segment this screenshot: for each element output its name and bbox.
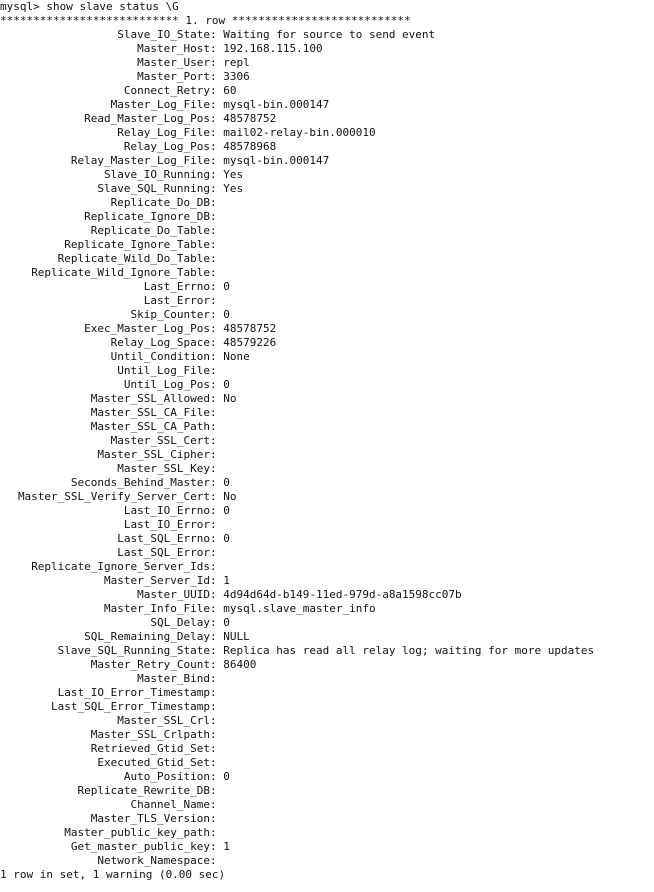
status-field-row [0, 182, 654, 196]
status-field-row [0, 728, 654, 742]
field-name: Master_TLS_Version [90, 812, 210, 825]
field-value: 0 [223, 308, 230, 321]
field-separator: : [210, 28, 224, 41]
field-name: Auto_Position [123, 770, 210, 783]
result-summary: 1 row in set, 1 warning (0.00 sec) [0, 868, 226, 881]
field-name: Master_SSL_Cipher [97, 448, 210, 461]
field-separator: : [210, 560, 224, 573]
field-separator: : [210, 826, 224, 839]
field-separator: : [210, 252, 224, 265]
field-separator: : [210, 574, 224, 587]
field-separator: : [210, 84, 224, 97]
field-name: SQL_Delay [150, 616, 210, 629]
status-field-row [0, 448, 654, 462]
field-separator: : [210, 238, 224, 251]
field-name: Skip_Counter [130, 308, 210, 321]
status-field-row [0, 602, 654, 616]
field-name: Master_SSL_CA_File [90, 406, 210, 419]
field-separator: : [210, 182, 224, 195]
status-field-row [0, 112, 654, 126]
field-separator: : [210, 70, 224, 83]
field-name: Until_Log_File [117, 364, 210, 377]
field-separator: : [210, 714, 224, 727]
status-field-row [0, 616, 654, 630]
field-name: Replicate_Do_Table [90, 224, 210, 237]
status-field-row [0, 224, 654, 238]
field-separator: : [210, 602, 224, 615]
field-separator: : [210, 700, 224, 713]
field-separator: : [210, 140, 224, 153]
status-field-row [0, 770, 654, 784]
field-separator: : [210, 280, 224, 293]
field-separator: : [210, 56, 224, 69]
field-value: 60 [223, 84, 237, 97]
status-field-row [0, 462, 654, 476]
field-value: Replica has read all relay log; waiting for more updates [223, 644, 595, 657]
field-name: Master_public_key_path [64, 826, 210, 839]
field-separator: : [210, 308, 224, 321]
field-name: Replicate_Ignore_Server_Ids [31, 560, 210, 573]
status-field-row [0, 140, 654, 154]
field-name: Executed_Gtid_Set [97, 756, 210, 769]
status-field-row [0, 490, 654, 504]
field-value: 48578968 [223, 140, 277, 153]
field-separator: : [210, 658, 224, 671]
field-separator: : [210, 294, 224, 307]
field-separator: : [210, 784, 224, 797]
field-name: Until_Log_Pos [123, 378, 210, 391]
field-value: 1 [223, 574, 230, 587]
status-field-row [0, 826, 654, 840]
status-field-row [0, 252, 654, 266]
field-value: Yes [223, 168, 244, 181]
field-name: Replicate_Wild_Do_Table [57, 252, 210, 265]
status-field-row [0, 714, 654, 728]
field-separator: : [210, 196, 224, 209]
field-separator: : [210, 644, 224, 657]
status-field-row [0, 308, 654, 322]
field-name: Seconds_Behind_Master [70, 476, 210, 489]
field-value: 0 [223, 476, 230, 489]
field-separator: : [210, 378, 224, 391]
field-separator: : [210, 98, 224, 111]
field-separator: : [210, 532, 224, 545]
status-field-row [0, 476, 654, 490]
field-separator: : [210, 448, 224, 461]
status-field-row [0, 784, 654, 798]
field-name: Replicate_Ignore_DB [84, 210, 210, 223]
field-name: Slave_SQL_Running [97, 182, 210, 195]
field-value: 0 [223, 532, 230, 545]
field-name: Master_Server_Id [104, 574, 210, 587]
status-field-row [0, 840, 654, 854]
field-separator: : [210, 420, 224, 433]
field-name: Master_SSL_Crl [117, 714, 210, 727]
command-line: mysql> show slave status \G [0, 0, 179, 13]
field-separator: : [210, 112, 224, 125]
field-name: Master_User [137, 56, 210, 69]
field-value: mysql.slave_master_info [223, 602, 376, 615]
status-field-row [0, 350, 654, 364]
field-separator: : [210, 126, 224, 139]
field-separator: : [210, 392, 224, 405]
field-value: None [223, 350, 250, 363]
field-value: 86400 [223, 658, 257, 671]
field-name: Relay_Master_Log_File [70, 154, 210, 167]
field-name: Exec_Master_Log_Pos [84, 322, 210, 335]
field-separator: : [210, 266, 224, 279]
field-separator: : [210, 686, 224, 699]
field-name: Relay_Log_File [117, 126, 210, 139]
field-name: Relay_Log_Space [110, 336, 210, 349]
field-value: mail02-relay-bin.000010 [223, 126, 376, 139]
status-field-row [0, 196, 654, 210]
field-name: Replicate_Wild_Ignore_Table [31, 266, 210, 279]
field-value: mysql-bin.000147 [223, 154, 330, 167]
field-value: 3306 [223, 70, 250, 83]
field-name: Last_Errno [143, 280, 210, 293]
status-field-row [0, 546, 654, 560]
field-name: SQL_Remaining_Delay [84, 630, 210, 643]
field-value: 0 [223, 378, 230, 391]
field-value: No [223, 392, 237, 405]
field-name: Network_Namespace [97, 854, 210, 867]
field-separator: : [210, 364, 224, 377]
field-value: 4d94d64d-b149-11ed-979d-a8a1598cc07b [223, 588, 462, 601]
field-value: NULL [223, 630, 250, 643]
field-value: 1 [223, 840, 230, 853]
status-field-row [0, 756, 654, 770]
status-field-row [0, 392, 654, 406]
field-name: Channel_Name [130, 798, 210, 811]
status-field-row [0, 644, 654, 658]
status-field-row [0, 378, 654, 392]
field-separator: : [210, 42, 224, 55]
field-separator: : [210, 756, 224, 769]
field-separator: : [210, 630, 224, 643]
field-value: repl [223, 56, 250, 69]
field-name: Last_IO_Errno [123, 504, 210, 517]
field-separator: : [210, 770, 224, 783]
field-name: Connect_Retry [123, 84, 210, 97]
status-field-row [0, 588, 654, 602]
field-value: 48578752 [223, 112, 277, 125]
field-separator: : [210, 546, 224, 559]
status-field-row [0, 406, 654, 420]
status-field-row [0, 560, 654, 574]
status-field-row [0, 168, 654, 182]
field-separator: : [210, 462, 224, 475]
field-name: Last_IO_Error [123, 518, 210, 531]
row-header: *************************** 1. row *************************** [0, 14, 411, 27]
field-separator: : [210, 322, 224, 335]
field-value: 0 [223, 280, 230, 293]
status-field-row [0, 336, 654, 350]
status-field-row [0, 98, 654, 112]
field-name: Replicate_Rewrite_DB [77, 784, 210, 797]
field-separator: : [210, 476, 224, 489]
field-value: Waiting for source to send event [223, 28, 436, 41]
field-name: Last_SQL_Error [117, 546, 210, 559]
status-field-row [0, 742, 654, 756]
status-field-row [0, 84, 654, 98]
status-field-row [0, 126, 654, 140]
status-field-row [0, 700, 654, 714]
field-name: Until_Condition [110, 350, 210, 363]
status-field-row [0, 266, 654, 280]
status-field-row [0, 70, 654, 84]
field-name: Master_Retry_Count [90, 658, 210, 671]
field-separator: : [210, 518, 224, 531]
field-separator: : [210, 350, 224, 363]
status-field-row [0, 238, 654, 252]
field-separator: : [210, 210, 224, 223]
field-name: Slave_SQL_Running_State [57, 644, 210, 657]
field-value: mysql-bin.000147 [223, 98, 330, 111]
field-separator: : [210, 168, 224, 181]
status-field-row [0, 294, 654, 308]
field-separator: : [210, 672, 224, 685]
field-value: 192.168.115.100 [223, 42, 323, 55]
field-name: Get_master_public_key [70, 840, 210, 853]
field-value: 48579226 [223, 336, 277, 349]
field-value: 0 [223, 504, 230, 517]
status-field-row [0, 658, 654, 672]
status-field-row [0, 210, 654, 224]
field-name: Last_SQL_Errno [117, 532, 210, 545]
field-name: Master_SSL_Verify_Server_Cert [17, 490, 210, 503]
status-field-row [0, 322, 654, 336]
status-field-row [0, 42, 654, 56]
status-field-row [0, 28, 654, 42]
status-field-list [0, 28, 654, 868]
field-name: Master_SSL_Cert [110, 434, 210, 447]
field-name: Last_IO_Error_Timestamp [57, 686, 210, 699]
field-separator: : [210, 812, 224, 825]
status-field-row [0, 532, 654, 546]
field-value: No [223, 490, 237, 503]
field-name: Master_Port [137, 70, 210, 83]
status-field-row [0, 798, 654, 812]
field-name: Master_SSL_CA_Path [90, 420, 210, 433]
field-name: Master_SSL_Allowed [90, 392, 210, 405]
status-field-row [0, 504, 654, 518]
field-separator: : [210, 504, 224, 517]
field-separator: : [210, 728, 224, 741]
field-value: 0 [223, 770, 230, 783]
status-field-row [0, 518, 654, 532]
status-field-row [0, 280, 654, 294]
status-field-row [0, 56, 654, 70]
field-name: Slave_IO_State [117, 28, 210, 41]
field-separator: : [210, 434, 224, 447]
field-name: Relay_Log_Pos [123, 140, 210, 153]
status-field-row [0, 672, 654, 686]
field-name: Last_SQL_Error_Timestamp [51, 700, 210, 713]
field-separator: : [210, 798, 224, 811]
status-field-row [0, 630, 654, 644]
status-field-row [0, 574, 654, 588]
field-value: 0 [223, 616, 230, 629]
field-name: Slave_IO_Running [104, 168, 210, 181]
status-field-row [0, 686, 654, 700]
field-separator: : [210, 406, 224, 419]
status-field-row [0, 154, 654, 168]
field-name: Replicate_Do_DB [110, 196, 210, 209]
status-field-row [0, 854, 654, 868]
field-name: Master_SSL_Key [117, 462, 210, 475]
status-field-row [0, 812, 654, 826]
field-value: 48578752 [223, 322, 277, 335]
field-name: Replicate_Ignore_Table [64, 238, 210, 251]
field-separator: : [210, 224, 224, 237]
status-field-row [0, 434, 654, 448]
field-separator: : [210, 616, 224, 629]
field-name: Master_UUID [137, 588, 210, 601]
field-name: Master_Log_File [110, 98, 210, 111]
field-separator: : [210, 840, 224, 853]
field-separator: : [210, 490, 224, 503]
field-name: Last_Error [143, 294, 210, 307]
status-field-row [0, 364, 654, 378]
field-value: Yes [223, 182, 244, 195]
field-separator: : [210, 154, 224, 167]
field-name: Master_Host [137, 42, 210, 55]
field-separator: : [210, 854, 224, 867]
field-name: Master_Info_File [104, 602, 210, 615]
field-name: Retrieved_Gtid_Set [90, 742, 210, 755]
field-separator: : [210, 336, 224, 349]
field-name: Master_SSL_Crlpath [90, 728, 210, 741]
status-field-row [0, 420, 654, 434]
field-separator: : [210, 742, 224, 755]
field-name: Read_Master_Log_Pos [84, 112, 210, 125]
field-separator: : [210, 588, 224, 601]
field-name: Master_Bind [137, 672, 210, 685]
